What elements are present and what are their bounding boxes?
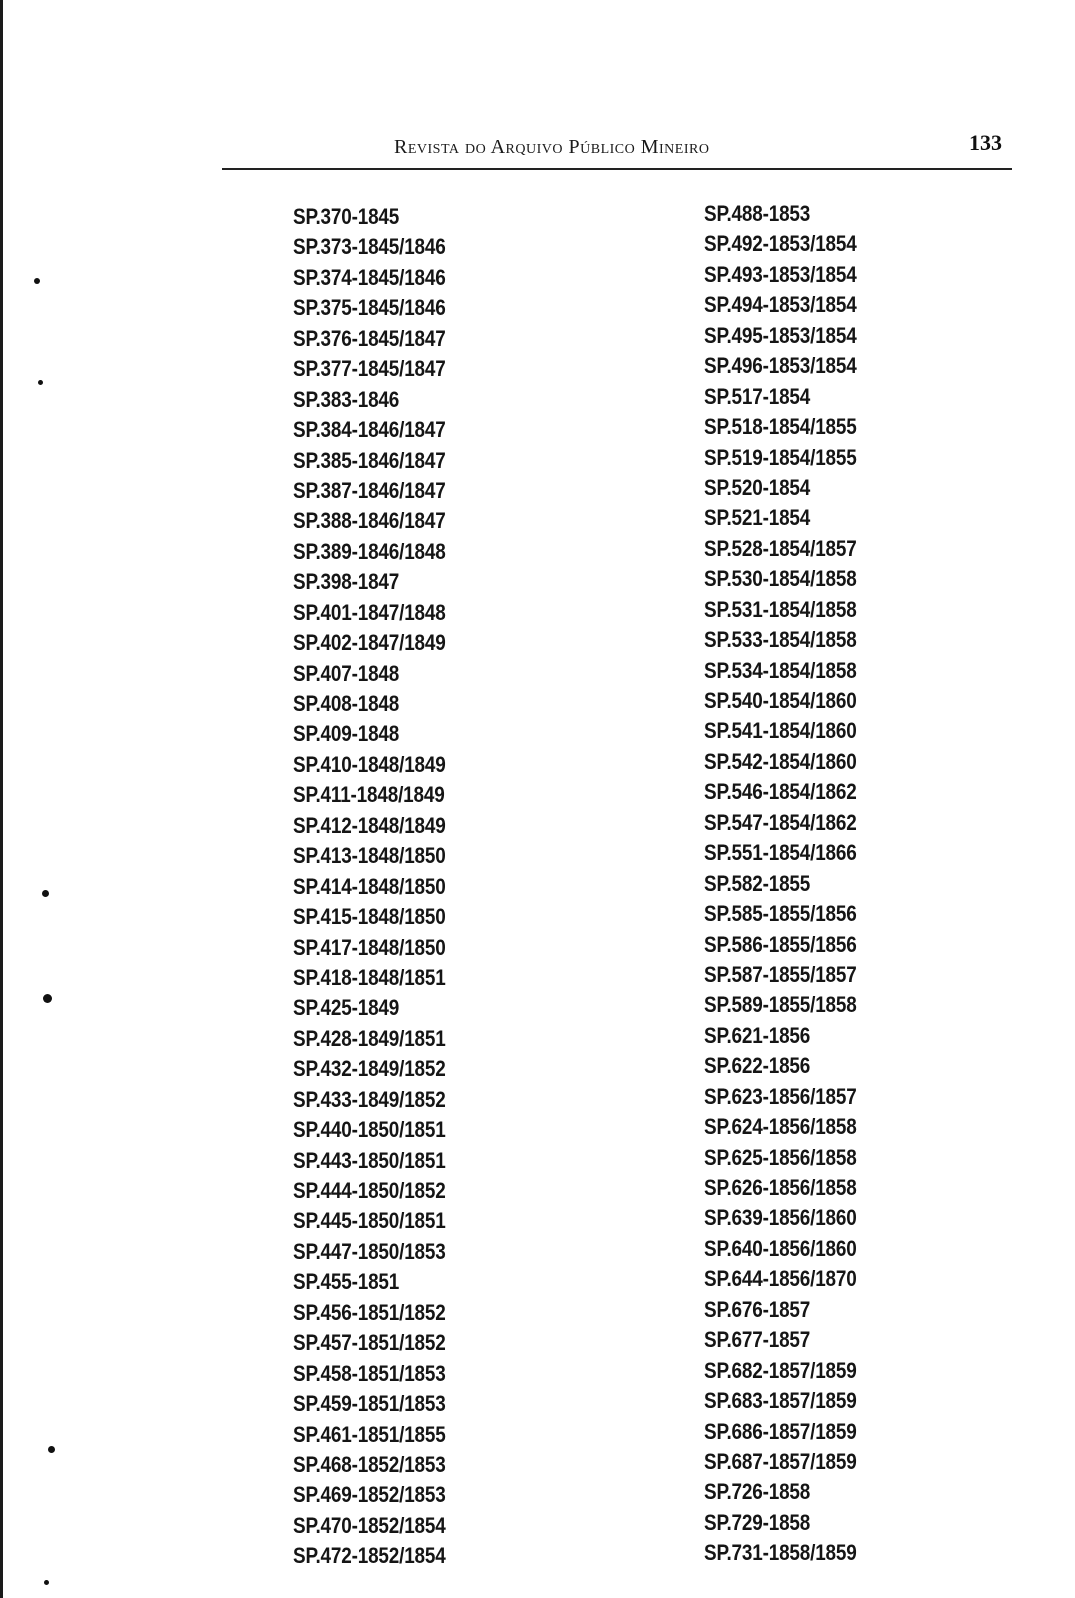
list-item: SP.440-1850/1851 xyxy=(293,1117,446,1143)
list-item: SP.622-1856 xyxy=(704,1053,811,1079)
list-item: SP.587-1855/1857 xyxy=(704,961,857,987)
list-item: SP.517-1854 xyxy=(704,383,811,409)
list-item: SP.458-1851/1853 xyxy=(293,1360,446,1386)
list-item: SP.551-1854/1866 xyxy=(704,840,857,866)
list-item: SP.385-1846/1847 xyxy=(293,447,446,473)
list-item: SP.470-1852/1854 xyxy=(293,1512,446,1538)
page-number: 133 xyxy=(969,130,1002,155)
list-item: SP.375-1845/1846 xyxy=(293,295,446,321)
list-item: SP.547-1854/1862 xyxy=(704,809,857,835)
list-item: SP.389-1846/1848 xyxy=(293,538,446,564)
list-item: SP.496-1853/1854 xyxy=(704,353,857,379)
list-item: SP.731-1858/1859 xyxy=(704,1540,857,1566)
list-item: SP.376-1845/1847 xyxy=(293,325,446,351)
list-item: SP.447-1850/1853 xyxy=(293,1238,446,1264)
margin-speck xyxy=(43,994,52,1003)
list-item: SP.414-1848/1850 xyxy=(293,873,446,899)
list-item: SP.676-1857 xyxy=(704,1296,811,1322)
list-item: SP.455-1851 xyxy=(293,1269,400,1295)
list-item: SP.533-1854/1858 xyxy=(704,627,857,653)
list-item: SP.468-1852/1853 xyxy=(293,1451,446,1477)
list-item: SP.495-1853/1854 xyxy=(704,322,857,348)
list-item: SP.415-1848/1850 xyxy=(293,904,446,930)
list-item: SP.625-1856/1858 xyxy=(704,1144,857,1170)
margin-speck xyxy=(44,1580,49,1585)
list-item: SP.377-1845/1847 xyxy=(293,356,446,382)
list-item: SP.444-1850/1852 xyxy=(293,1178,446,1203)
list-item: SP.432-1849/1852 xyxy=(293,1056,446,1082)
list-item: SP.729-1858 xyxy=(704,1509,811,1535)
list-item: SP.492-1853/1854 xyxy=(704,231,857,257)
list-item: SP.494-1853/1854 xyxy=(704,292,857,318)
list-item: SP.411-1848/1849 xyxy=(293,782,445,808)
list-item: SP.518-1854/1855 xyxy=(704,414,857,440)
list-item: SP.469-1852/1853 xyxy=(293,1482,446,1508)
list-item: SP.644-1856/1870 xyxy=(704,1266,857,1292)
list-item: SP.687-1857/1859 xyxy=(704,1448,857,1474)
running-header xyxy=(222,128,1012,172)
list-item: SP.528-1854/1857 xyxy=(704,535,857,561)
list-item: SP.585-1855/1856 xyxy=(704,901,857,927)
list-item: SP.370-1845 xyxy=(293,204,400,229)
list-item: SP.540-1854/1860 xyxy=(704,688,857,713)
list-item: SP.457-1851/1852 xyxy=(293,1330,446,1356)
list-item: SP.640-1856/1860 xyxy=(704,1235,857,1261)
list-item: SP.413-1848/1850 xyxy=(293,843,446,869)
list-item: SP.408-1848 xyxy=(293,691,400,716)
list-item: SP.428-1849/1851 xyxy=(293,1025,446,1051)
page-left-edge xyxy=(0,0,3,1598)
list-item: SP.623-1856/1857 xyxy=(704,1083,857,1109)
list-item: SP.541-1854/1860 xyxy=(704,718,857,744)
list-item: SP.425-1849 xyxy=(293,995,400,1021)
list-item: SP.677-1857 xyxy=(704,1327,811,1353)
list-item: SP.546-1854/1862 xyxy=(704,779,857,805)
list-item: SP.384-1846/1847 xyxy=(293,417,446,443)
list-item: SP.388-1846/1847 xyxy=(293,508,446,534)
list-item: SP.387-1846/1847 xyxy=(293,477,446,503)
list-item: SP.682-1857/1859 xyxy=(704,1357,857,1383)
list-item: SP.459-1851/1853 xyxy=(293,1391,446,1417)
header-rule xyxy=(222,168,1012,170)
list-item: SP.639-1856/1860 xyxy=(704,1205,857,1231)
left-column-list xyxy=(293,202,613,1572)
list-item: SP.493-1853/1854 xyxy=(704,261,857,287)
list-item: SP.433-1849/1852 xyxy=(293,1086,446,1112)
list-item: SP.445-1850/1851 xyxy=(293,1208,446,1234)
list-item: SP.402-1847/1849 xyxy=(293,630,446,656)
margin-speck xyxy=(38,380,43,385)
list-item: SP.624-1856/1858 xyxy=(704,1114,857,1140)
list-item: SP.443-1850/1851 xyxy=(293,1147,446,1173)
list-item: SP.398-1847 xyxy=(293,569,400,595)
list-item: SP.542-1854/1860 xyxy=(704,748,857,774)
list-item: SP.401-1847/1848 xyxy=(293,599,446,625)
list-item: SP.410-1848/1849 xyxy=(293,751,446,777)
list-item: SP.488-1853 xyxy=(704,201,811,226)
list-item: SP.373-1845/1846 xyxy=(293,234,446,260)
list-item: SP.531-1854/1858 xyxy=(704,596,857,622)
list-item: SP.409-1848 xyxy=(293,721,400,747)
list-item: SP.726-1858 xyxy=(704,1479,811,1505)
journal-title: Revista do Arquivo Público Mineiro xyxy=(394,136,710,158)
list-item: SP.417-1848/1850 xyxy=(293,934,446,960)
list-item: SP.456-1851/1852 xyxy=(293,1299,446,1325)
list-item: SP.407-1848 xyxy=(293,660,400,686)
list-item: SP.374-1845/1846 xyxy=(293,264,446,290)
list-item: SP.520-1854 xyxy=(704,474,811,500)
margin-speck xyxy=(48,1446,55,1453)
margin-speck xyxy=(42,890,49,897)
list-item: SP.472-1852/1854 xyxy=(293,1543,446,1569)
list-item: SP.534-1854/1858 xyxy=(704,657,857,683)
list-item: SP.621-1856 xyxy=(704,1022,811,1048)
list-item: SP.530-1854/1858 xyxy=(704,566,857,592)
list-item: SP.589-1855/1858 xyxy=(704,992,857,1018)
list-item: SP.519-1854/1855 xyxy=(704,444,857,470)
list-item: SP.626-1856/1858 xyxy=(704,1175,857,1200)
list-item: SP.412-1848/1849 xyxy=(293,812,446,838)
list-item: SP.461-1851/1855 xyxy=(293,1421,446,1447)
list-item: SP.521-1854 xyxy=(704,505,811,531)
list-item: SP.686-1857/1859 xyxy=(704,1418,857,1444)
list-item: SP.683-1857/1859 xyxy=(704,1388,857,1414)
margin-speck xyxy=(34,278,40,284)
list-item: SP.582-1855 xyxy=(704,870,811,896)
list-item: SP.418-1848/1851 xyxy=(293,964,446,990)
list-item: SP.586-1855/1856 xyxy=(704,931,857,957)
list-item: SP.383-1846 xyxy=(293,386,400,412)
right-column-list xyxy=(704,199,1024,1569)
